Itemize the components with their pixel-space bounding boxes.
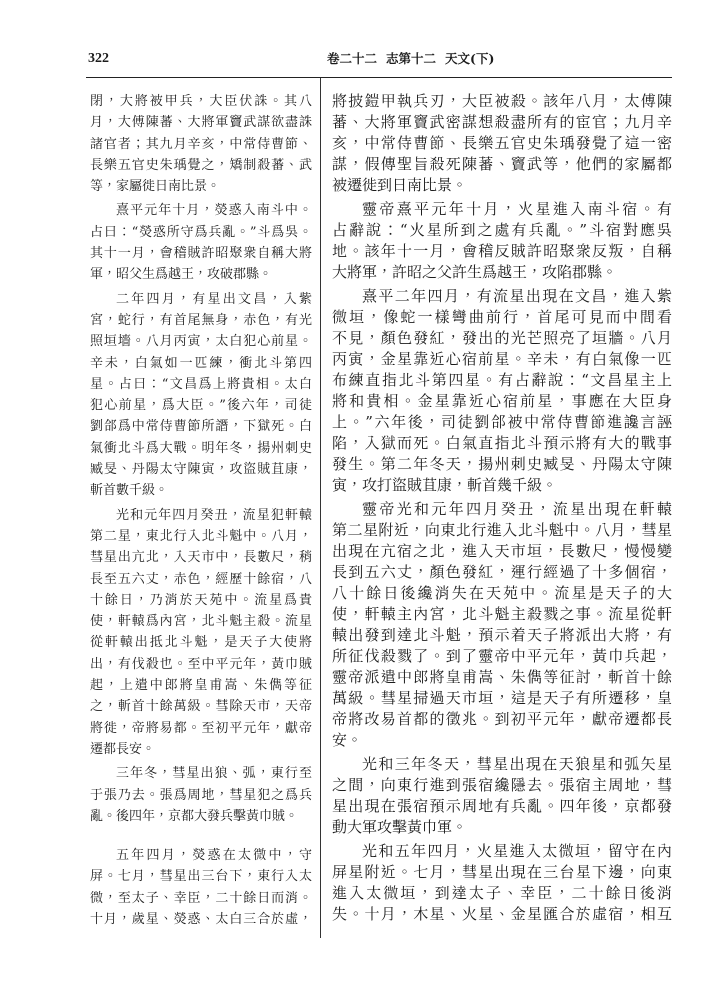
translation-paragraph bbox=[332, 91, 672, 196]
text-line: 出現在亢宿之北，進入天市垣，長數尺，慢慢變 bbox=[332, 542, 672, 560]
text-line: 微，至太子、幸臣，二十餘日而消。 bbox=[90, 890, 312, 906]
text-line: 大將軍，許昭之父許生爲越王，攻陷郡縣。 bbox=[332, 263, 618, 281]
text-line: 將徙，帝將易都。至初平元年，獻帝 bbox=[90, 720, 312, 736]
text-line: 長至五六丈，赤色，經歷十餘宿，八 bbox=[90, 571, 312, 587]
text-line: 臧旻、丹陽太守陳寅，攻盜賊苴康， bbox=[90, 462, 312, 478]
text-line: 光和元年四月癸丑，流星犯軒轅 bbox=[116, 507, 312, 523]
text-line: 彗星出亢北，入天市中，長數尺，稍 bbox=[90, 550, 312, 566]
translation-paragraph bbox=[332, 286, 672, 496]
translation-paragraph bbox=[332, 841, 672, 925]
text-line: 所征伐殺戮了。到了靈帝中平元年，黃巾兵起， bbox=[332, 647, 672, 665]
text-line: 布練直指北斗第四星。有占辭說：“文昌星主上 bbox=[332, 371, 672, 389]
text-line: 屏。七月，彗星出三台下，東行入太 bbox=[90, 869, 312, 885]
text-line: 熹平元年十月，熒惑入南斗中。 bbox=[116, 203, 312, 219]
text-line: 辛未，白氣如一匹練，衝北斗第四 bbox=[90, 355, 312, 371]
text-line: 丙寅，金星靠近心宿前星。辛未，有白氣像一匹 bbox=[332, 350, 672, 368]
text-line: 長樂五官史朱瑀覺之，矯制殺蕃、武 bbox=[90, 157, 312, 173]
text-line: 動大軍攻擊黃巾軍。 bbox=[332, 818, 468, 836]
header-treatise: 志第十二 bbox=[386, 51, 437, 66]
original-paragraph bbox=[90, 845, 312, 930]
text-line: 犯心前星，爲大臣。”後六年，司徒 bbox=[90, 398, 312, 414]
text-line: 星出現在張宿預示周地有兵亂。四年後，京都發 bbox=[332, 797, 672, 815]
text-line: 占辭說：“火星所到之處有兵亂。”斗宿對應吳 bbox=[332, 221, 672, 239]
text-line: 長到五六丈，顏色發紅，運行經過了十多個宿， bbox=[332, 563, 672, 581]
header-volume: 卷二十二 bbox=[327, 51, 378, 66]
text-line: 寅，攻打盜賊苴康，斬首幾千級。 bbox=[332, 476, 558, 494]
original-text-column bbox=[90, 91, 312, 930]
text-line: 于張乃去。張爲周地，彗星犯之爲兵 bbox=[90, 787, 312, 803]
text-line: 光和三年冬天，彗星出現在天狼星和弧矢星 bbox=[362, 755, 672, 773]
text-line: 起，上遣中郎將皇甫嵩、朱儁等征 bbox=[90, 678, 312, 694]
text-line: 失。十月，木星、火星、金星匯合於虛宿，相互 bbox=[332, 905, 672, 923]
text-line: 將和貴相。金星靠近心宿前星，事應在大臣身 bbox=[332, 392, 672, 410]
text-line: 八十餘日後纔消失在天苑中。流星是天子的大 bbox=[332, 584, 672, 602]
text-line: 被遷徙到日南比景。 bbox=[332, 176, 468, 194]
text-line: 劉郃爲中常侍曹節所譖，下獄死。白 bbox=[90, 419, 312, 435]
text-line: 等，家屬徙日南比景。 bbox=[90, 179, 221, 195]
text-line: 五年四月，熒惑在太微中，守 bbox=[116, 848, 312, 864]
text-line: 萬級。彗星掃過天市垣，這是天子有所遷移，皇 bbox=[332, 689, 672, 707]
text-line: 使，軒轅爲內宮，北斗魁主殺。流星 bbox=[90, 614, 312, 630]
text-line: 氣衝北斗爲大戰。明年冬，揚州刺史 bbox=[90, 440, 312, 456]
original-paragraph bbox=[90, 200, 312, 285]
text-line: 其十一月，會稽賊許昭聚衆自稱大將 bbox=[90, 246, 312, 262]
text-line: 之，斬首十餘萬級。彗除天市，天帝 bbox=[90, 699, 312, 715]
text-line: 閉，大將被甲兵，大臣伏誅。其八 bbox=[90, 94, 312, 109]
text-line: 月，大傅陳蕃、大將軍竇武謀欲盡誅 bbox=[90, 115, 312, 131]
text-line: 光和五年四月，火星進入太微垣，留守在內 bbox=[362, 842, 672, 860]
text-line: 三年冬，彗星出狼、弧，東行至 bbox=[116, 766, 312, 782]
text-line: 斬首數千級。 bbox=[90, 483, 169, 499]
text-line: 陷，入獄而死。白氣直指北斗預示將有大的戰事 bbox=[332, 434, 672, 452]
text-line: 帝將改易首都的徵兆。到初平元年，獻帝遷都長 bbox=[332, 710, 672, 728]
text-line: 第二星附近，向東北行進入北斗魁中。八月，彗星 bbox=[332, 521, 672, 539]
text-line: 地。該年十一月，會稽反賊許昭聚衆反叛，自稱 bbox=[332, 242, 672, 260]
translation-paragraph bbox=[332, 754, 672, 838]
text-line: 二年四月，有星出文昌，入紫 bbox=[116, 291, 312, 307]
text-line: 出，有伐殺也。至中平元年，黃巾賊 bbox=[90, 656, 312, 672]
text-line: 十餘日，乃消於天苑中。流星爲貴 bbox=[90, 592, 312, 608]
header-section: 天文(下) bbox=[445, 51, 495, 66]
text-line: 第二星，東北行入北斗魁中。八月， bbox=[90, 528, 312, 544]
running-header bbox=[327, 50, 494, 68]
text-line: 之間，向東行進到張宿纔隱去。張宿主周地，彗 bbox=[332, 776, 672, 794]
text-line: 宮，蛇行，有首尾無身，赤色，有光 bbox=[90, 312, 312, 328]
text-line: 將披鎧甲執兵刃，大臣被殺。該年八月，太傅陳 bbox=[332, 92, 672, 110]
text-line: 從軒轅出抵北斗魁，是天子大使將 bbox=[90, 635, 312, 651]
text-line: 蕃、大將軍竇武密謀想殺盡所有的宦官；九月辛 bbox=[332, 113, 672, 131]
text-line: 照垣墻。八月丙寅，太白犯心前星。 bbox=[90, 334, 312, 350]
text-line: 發生。第二年冬天，揚州刺史臧旻、丹陽太守陳 bbox=[332, 455, 672, 473]
text-line: 星。占曰：“文昌爲上將貴相。太白 bbox=[90, 376, 312, 392]
text-line: 屏星附近。七月，彗星出現在三台星下邊，向東 bbox=[332, 863, 672, 881]
text-line: 安。 bbox=[332, 731, 363, 749]
text-line: 亥，中常侍曹節、長樂五官史朱瑀發覺了這一密 bbox=[332, 134, 672, 152]
text-line: 十月，歲星、熒惑、太白三合於虛， bbox=[90, 911, 312, 927]
translation-paragraph bbox=[332, 199, 672, 283]
text-line: 不見，顏色發紅，發出的光芒照亮了垣牆。八月 bbox=[332, 329, 672, 347]
original-paragraph bbox=[90, 505, 312, 761]
text-line: 遷都長安。 bbox=[90, 741, 156, 757]
text-line: 轅出發到達北斗魁，預示着天子將派出大將，有 bbox=[332, 626, 672, 644]
translation-paragraph bbox=[332, 499, 672, 751]
page-number: 322 bbox=[88, 51, 109, 66]
text-line: 上。”六年後，司徒劉郃被中常侍曹節進讒言誣 bbox=[332, 413, 672, 431]
column-divider bbox=[320, 78, 321, 938]
text-line: 靈帝光和元年四月癸丑，流星出現在軒轅 bbox=[362, 500, 672, 518]
original-paragraph bbox=[90, 91, 312, 197]
text-line: 靈帝派遣中郎將皇甫嵩、朱儁等征討，斬首十餘 bbox=[332, 668, 672, 686]
text-line: 亂。後四年，京都大發兵擊黃巾賊。 bbox=[90, 808, 299, 824]
translation-column bbox=[332, 91, 672, 925]
original-paragraph bbox=[90, 289, 312, 502]
text-line: 靈帝熹平元年十月，火星進入南斗宿。有 bbox=[362, 200, 672, 218]
text-line: 使，軒轅主內宮，北斗魁主殺戮之事。流星從軒 bbox=[332, 605, 672, 623]
text-line: 熹平二年四月，有流星出現在文昌，進入紫 bbox=[362, 287, 672, 305]
original-paragraph bbox=[90, 763, 312, 827]
text-line: 軍，昭父生爲越王，攻破郡縣。 bbox=[90, 267, 273, 283]
text-line: 占曰：“熒惑所守爲兵亂。”斗爲吳。 bbox=[90, 224, 312, 240]
text-line: 諸官者；其九月辛亥，中常侍曹節、 bbox=[90, 136, 312, 152]
text-line: 進入太微垣，到達太子、幸臣，二十餘日後消 bbox=[332, 884, 672, 902]
text-line: 微垣，像蛇一樣彎曲前行，首尾可見而中間看 bbox=[332, 308, 672, 326]
text-line: 謀，假傳聖旨殺死陳蕃、竇武等，他們的家屬都 bbox=[332, 155, 672, 173]
header-rule bbox=[86, 77, 672, 78]
